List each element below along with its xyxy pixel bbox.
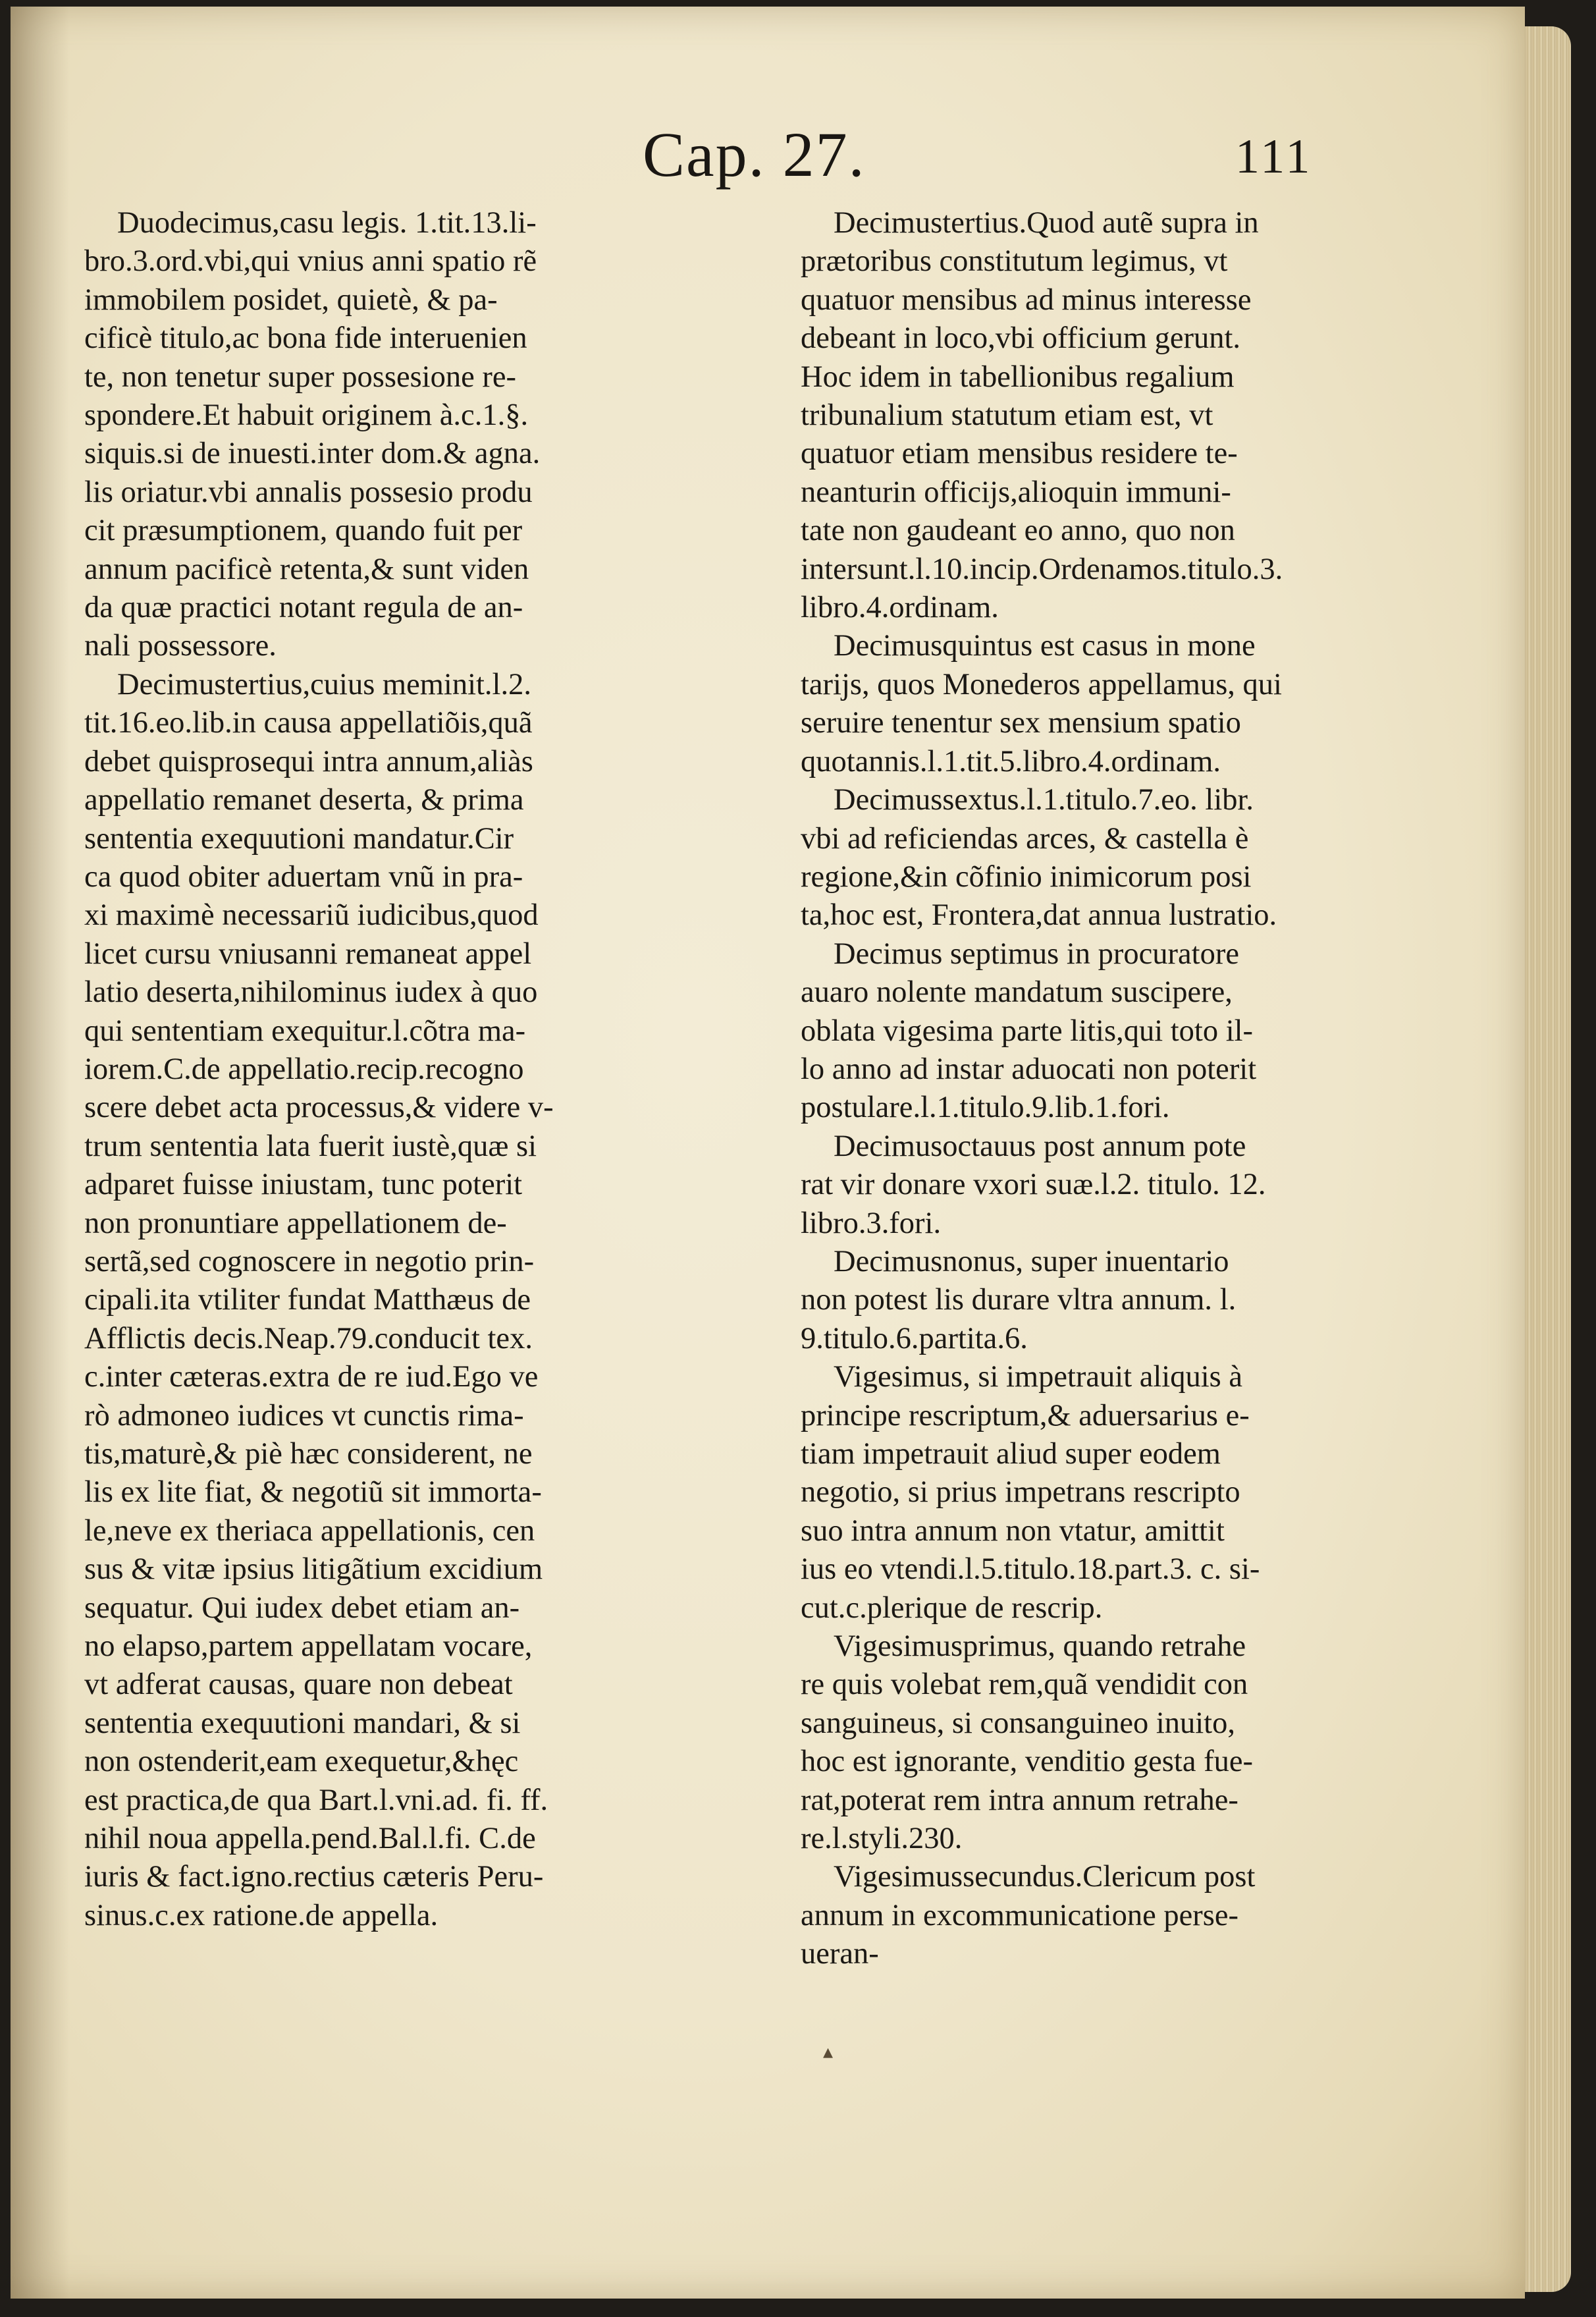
text-line: appellatio remanet deserta, & prima	[84, 783, 524, 817]
text-line: adparet fuisse iniustam, tunc poterit	[84, 1168, 523, 1202]
text-line: lis oriatur.vbi annalis possesio produ	[84, 475, 533, 509]
text-line: regione,&in cõfinio inimicorum posi	[801, 859, 1252, 894]
text-line: da quæ practici notant regula de an-	[84, 591, 523, 625]
text-line: lis ex lite fiat, & negotiũ sit immorta-	[84, 1475, 542, 1510]
text-line: principe rescriptum,& aduersarius e-	[801, 1398, 1250, 1432]
text-line: Decimusnonus, super inuentario	[834, 1244, 1229, 1278]
text-line: quotannis.l.1.tit.5.libro.4.ordinam.	[801, 744, 1221, 778]
text-line: ius eo vtendi.l.5.titulo.18.part.3. c. si-	[801, 1552, 1260, 1587]
text-line: annum in excommunicatione perse-	[801, 1898, 1238, 1932]
text-line: lo anno ad instar aduocati non poterit	[801, 1052, 1257, 1086]
text-line: immobilem posidet, quietè, & pa-	[84, 283, 498, 317]
text-line: oblata vigesima parte litis,qui toto il-	[801, 1014, 1254, 1048]
text-line: no elapso,partem appellatam vocare,	[84, 1629, 533, 1664]
text-line: Decimus septimus in procuratore	[834, 937, 1239, 971]
text-line: sanguineus, si consanguineo inuito,	[801, 1706, 1235, 1740]
text-line: cut.c.plerique de rescrip.	[801, 1591, 1103, 1625]
text-line: cit præsumptionem, quando fuit per	[84, 514, 523, 548]
text-line: licet cursu vniusanni remaneat appel	[84, 937, 532, 971]
text-line: auaro nolente mandatum suscipere,	[801, 975, 1233, 1010]
text-line: Vigesimus, si impetrauit aliquis à	[834, 1360, 1243, 1394]
text-line: libro.3.fori.	[801, 1206, 942, 1240]
text-line: bro.3.ord.vbi,qui vnius anni spatio rẽ	[84, 244, 537, 279]
text-line: re quis volebat rem,quã vendidit con	[801, 1668, 1248, 1702]
page-header	[11, 119, 1525, 204]
text-line: Hoc idem in tabellionibus regalium	[801, 360, 1235, 394]
running-head: Cap. 27.	[643, 119, 866, 190]
gutter-shadow	[11, 7, 70, 2299]
paragraph	[801, 1128, 1426, 1243]
text-line: iuris & fact.igno.rectius cæteris Peru-	[84, 1860, 544, 1894]
paragraph	[801, 1858, 1426, 1973]
text-line: te, non tenetur super possesione re-	[84, 360, 516, 394]
text-line: Vigesimusprimus, quando retrahe	[834, 1629, 1246, 1664]
text-line: Afflictis decis.Neap.79.conducit tex.	[84, 1321, 533, 1355]
text-line: intersunt.l.10.incip.Ordenamos.titulo.3.	[801, 552, 1283, 586]
text-line: 9.titulo.6.partita.6.	[801, 1321, 1028, 1355]
text-line: suo intra annum non vtatur, amittit	[801, 1513, 1225, 1548]
text-line: nali possessore.	[84, 629, 277, 663]
paragraph	[801, 627, 1426, 781]
text-line: prætoribus constitutum legimus, vt	[801, 244, 1228, 279]
paragraph	[801, 1243, 1426, 1358]
text-line: ueran-	[801, 1937, 879, 1971]
text-line: libro.4.ordinam.	[801, 591, 999, 625]
text-line: postulare.l.1.titulo.9.lib.1.fori.	[801, 1091, 1170, 1125]
text-line: cificè titulo,ac bona fide interuenien	[84, 321, 527, 356]
text-line: iorem.C.de appellatio.recip.recogno	[84, 1052, 524, 1086]
paragraph	[801, 1358, 1426, 1627]
text-line: spondere.Et habuit originem à.c.1.§.	[84, 398, 529, 433]
text-line: rat,poterat rem intra annum retrahe-	[801, 1783, 1238, 1817]
text-line: tiam impetrauit aliud super eodem	[801, 1437, 1221, 1471]
text-line: debet quisprosequi intra annum,aliàs	[84, 744, 533, 778]
text-line: non potest lis durare vltra annum. l.	[801, 1283, 1237, 1317]
text-line: sus & vitæ ipsius litigãtium excidium	[84, 1552, 543, 1587]
text-line: re.l.styli.230.	[801, 1822, 963, 1856]
text-line: Decimustertius,cuius meminit.l.2.	[117, 667, 531, 701]
text-line: ca quod obiter aduertam vnũ in pra-	[84, 859, 523, 894]
paragraph	[801, 1627, 1426, 1858]
text-line: siquis.si de inuesti.inter dom.& agna.	[84, 437, 541, 471]
text-line: vbi ad reficiendas arces, & castella è	[801, 821, 1249, 856]
right-column	[801, 204, 1426, 1974]
text-line: sequatur. Qui iudex debet etiam an-	[84, 1591, 520, 1625]
text-line: Decimustertius.Quod autẽ supra in	[834, 206, 1259, 240]
text-line: Duodecimus,casu legis. 1.tit.13.li-	[117, 206, 537, 240]
decorative-mark: ▴	[823, 2041, 834, 2063]
text-line: cipali.ita vtiliter fundat Matthæus de	[84, 1283, 531, 1317]
text-line: tis,maturè,& piè hæc considerent, ne	[84, 1437, 533, 1471]
text-line: est practica,de qua Bart.l.vni.ad. fi. ff.	[84, 1783, 548, 1817]
text-line: vt adferat causas, quare non debeat	[84, 1668, 513, 1702]
text-line: hoc est ignorante, venditio gesta fue-	[801, 1745, 1253, 1779]
text-line: Vigesimussecundus.Clericum post	[834, 1860, 1256, 1894]
paragraph	[801, 935, 1426, 1128]
text-line: quatuor etiam mensibus residere te-	[801, 437, 1238, 471]
paragraph	[801, 781, 1426, 935]
text-line: annum pacificè retenta,& sunt viden	[84, 552, 529, 586]
text-line: rat vir donare vxori suæ.l.2. titulo. 12.	[801, 1168, 1266, 1202]
text-line: seruire tenentur sex mensium spatio	[801, 706, 1241, 740]
text-line: c.inter cæteras.extra de re iud.Ego ve	[84, 1360, 539, 1394]
paragraph	[84, 666, 748, 1935]
text-line: sertã,sed cognoscere in negotio prin-	[84, 1244, 535, 1278]
text-line: xi maximè necessariũ iudicibus,quod	[84, 898, 539, 933]
text-line: sententia exequutioni mandatur.Cir	[84, 821, 514, 856]
text-line: scere debet acta processus,& videre v-	[84, 1091, 554, 1125]
text-line: non ostenderit,eam exequetur,&hęc	[84, 1745, 519, 1779]
text-line: rò admoneo iudices vt cunctis rima-	[84, 1398, 524, 1432]
text-line: ta,hoc est, Frontera,dat annua lustratio.	[801, 898, 1277, 933]
text-line: neanturin officijs,alioquin immuni-	[801, 475, 1231, 509]
text-line: tarijs, quos Monederos appellamus, qui	[801, 667, 1282, 701]
text-line: sententia exequutioni mandari, & si	[84, 1706, 521, 1740]
book-page	[11, 7, 1525, 2299]
text-line: sinus.c.ex ratione.de appella.	[84, 1898, 439, 1932]
paragraph	[801, 204, 1426, 627]
text-line: Decimusquintus est casus in mone	[834, 629, 1256, 663]
text-line: tribunalium statutum etiam est, vt	[801, 398, 1213, 433]
text-line: quatuor mensibus ad minus interesse	[801, 283, 1252, 317]
text-line: tit.16.eo.lib.in causa appellatiõis,quã	[84, 706, 533, 740]
text-line: non pronuntiare appellationem de-	[84, 1206, 507, 1240]
text-line: nihil noua appella.pend.Bal.l.fi. C.de	[84, 1822, 536, 1856]
text-line: tate non gaudeant eo anno, quo non	[801, 514, 1235, 548]
text-line: le,neve ex theriaca appellationis, cen	[84, 1513, 535, 1548]
text-line: latio deserta,nihilominus iudex à quo	[84, 975, 538, 1010]
text-line: Decimusoctauus post annum pote	[834, 1129, 1246, 1163]
text-line: Decimussextus.l.1.titulo.7.eo. libr.	[834, 783, 1254, 817]
text-line: debeant in loco,vbi officium gerunt.	[801, 321, 1241, 356]
left-column	[84, 204, 748, 1935]
text-line: negotio, si prius impetrans rescripto	[801, 1475, 1240, 1510]
text-line: trum sententia lata fuerit iustè,quæ si	[84, 1129, 537, 1163]
text-line: qui sententiam exequitur.l.cõtra ma-	[84, 1014, 526, 1048]
page-number: 111	[1235, 130, 1313, 184]
paragraph	[84, 204, 748, 666]
